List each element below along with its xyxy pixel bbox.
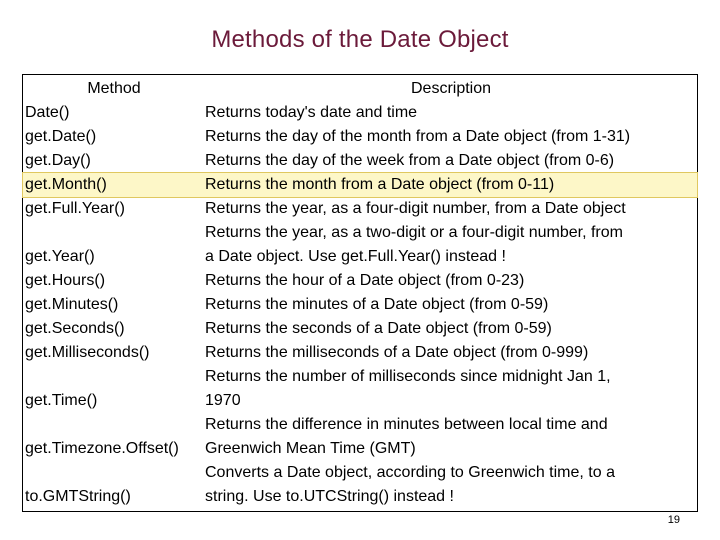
table-row-highlighted: [23, 173, 697, 197]
description-line: Returns the seconds of a Date object (from 0-59): [205, 320, 552, 337]
table-row: [23, 197, 697, 221]
table-row: [23, 461, 697, 509]
method-cell: get.Year(): [25, 248, 95, 265]
slide-title: Methods of the Date Object: [211, 26, 509, 53]
method-cell: to.GMTString(): [25, 488, 131, 505]
method-cell: get.Hours(): [25, 272, 106, 289]
method-cell: get.Timezone.Offset(): [25, 440, 179, 457]
description-line: Returns the milliseconds of a Date object (from 0-999): [205, 344, 589, 361]
description-line: Returns the number of milliseconds since midnight Jan 1,: [205, 368, 611, 385]
description-line: Returns the year, as a four-digit number, from a Date object: [205, 200, 626, 217]
description-line: Returns the day of the week from a Date object (from 0-6): [205, 152, 615, 169]
description-cell: [205, 173, 697, 197]
description-line: Returns the month from a Date object (from 0-11): [205, 176, 555, 193]
table-row: [23, 317, 697, 341]
description-cell: [205, 269, 697, 293]
description-line: Returns the day of the month from a Date object (from 1-31): [205, 128, 631, 145]
table-row: [23, 125, 697, 149]
table-row: [23, 269, 697, 293]
table-row: [23, 149, 697, 173]
method-cell: get.Time(): [25, 392, 98, 409]
table-row: [23, 365, 697, 413]
description-cell: [205, 125, 697, 149]
method-cell: Date(): [25, 104, 70, 121]
page-number: 19: [667, 514, 680, 526]
table-row: [23, 101, 697, 125]
description-cell: [205, 365, 697, 413]
method-cell: get.Milliseconds(): [25, 344, 150, 361]
description-line: Converts a Date object, according to Greenwich time, to a: [205, 464, 615, 481]
description-line: Returns the hour of a Date object (from 0-23): [205, 272, 525, 289]
description-cell: [205, 461, 697, 509]
description-line: a Date object. Use get.Full.Year() instead !: [205, 248, 506, 265]
description-line: 1970: [205, 392, 241, 409]
description-cell: [205, 221, 697, 269]
description-line: Returns today's date and time: [205, 104, 418, 121]
description-cell: [205, 341, 697, 365]
description-line: Returns the difference in minutes between local time and: [205, 416, 608, 433]
header-method: Method: [87, 80, 141, 97]
methods-table: [22, 74, 698, 512]
description-line: Returns the year, as a two-digit or a four-digit number, from: [205, 224, 623, 241]
method-cell: get.Date(): [25, 128, 97, 145]
table-row: [23, 413, 697, 461]
table-row: [23, 293, 697, 317]
description-cell: [205, 413, 697, 461]
description-cell: [205, 197, 697, 221]
method-cell: get.Day(): [25, 152, 91, 169]
description-line: string. Use to.UTCString() instead !: [205, 488, 454, 505]
description-cell: [205, 101, 697, 125]
table-header-row: [23, 77, 697, 101]
description-line: Greenwich Mean Time (GMT): [205, 440, 416, 457]
description-cell: [205, 317, 697, 341]
description-cell: [205, 149, 697, 173]
description-line: Returns the minutes of a Date object (from 0-59): [205, 296, 549, 313]
method-cell: get.Minutes(): [25, 296, 119, 313]
table-row: [23, 221, 697, 269]
description-cell: [205, 293, 697, 317]
method-cell: get.Full.Year(): [25, 200, 125, 217]
method-cell: get.Seconds(): [25, 320, 125, 337]
method-cell: get.Month(): [25, 176, 107, 193]
header-description: Description: [410, 80, 492, 97]
table-row: [23, 341, 697, 365]
